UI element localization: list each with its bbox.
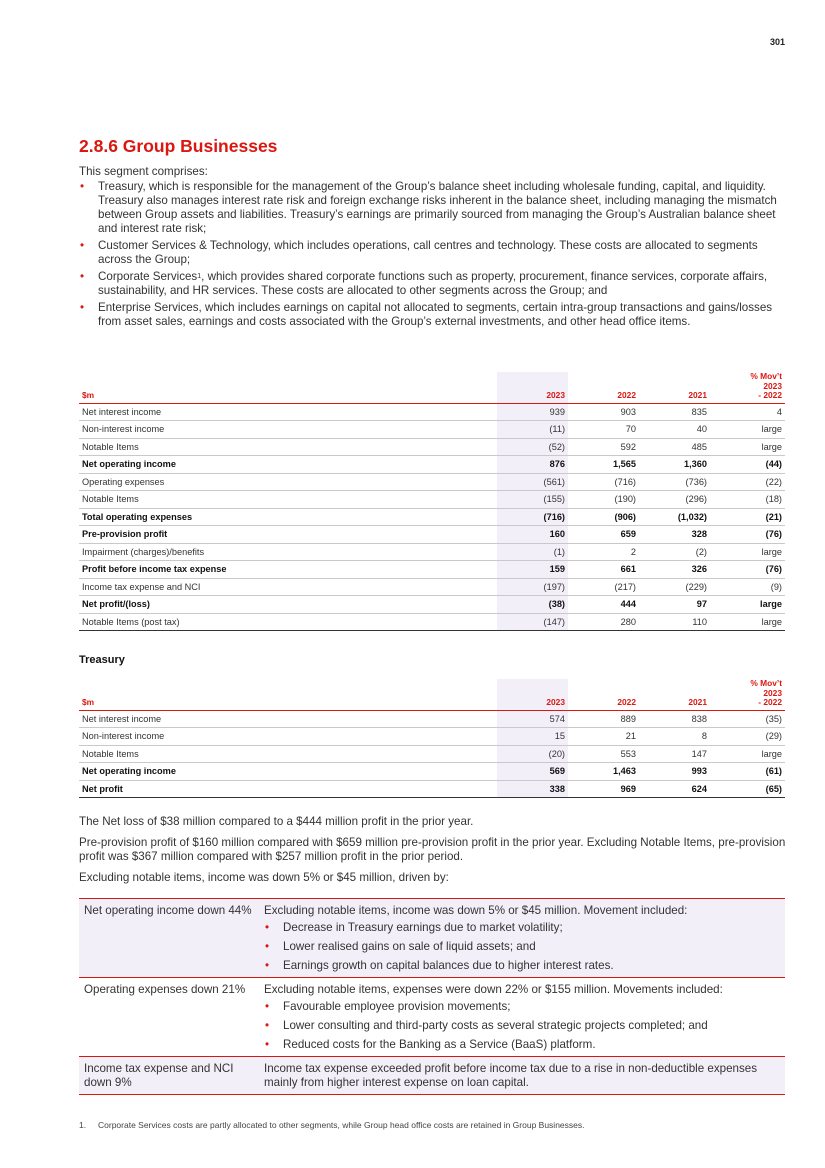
header-2023: 2023 [497,679,568,710]
value-movement: (18) [710,491,785,509]
value-2023: (155) [497,491,568,509]
row-label: Net operating income [79,456,497,474]
value-movement: (22) [710,473,785,491]
value-2022: 21 [568,728,639,746]
table-header-row [79,679,785,710]
intro-block [79,165,789,332]
value-2021: (296) [639,491,710,509]
explanation-table [79,898,785,1095]
explanation-row [79,899,785,978]
list-item: • Decrease in Treasury earnings due to market volatility; [264,921,780,935]
row-label: Profit before income tax expense [79,561,497,579]
value-2022: 969 [568,780,639,798]
commentary [79,815,789,892]
explanation-list [264,1000,780,1052]
value-2023: 338 [497,780,568,798]
value-2021: 97 [639,596,710,614]
table-row [79,710,785,728]
value-2021: 8 [639,728,710,746]
explanation-detail [259,1057,785,1095]
row-label: Net interest income [79,710,497,728]
value-2022: (190) [568,491,639,509]
value-2021: 485 [639,438,710,456]
footnote-number: 1. [79,1120,87,1130]
bullet-text: Enterprise Services, which includes earnings on capital not allocated to segments, certain intra-group transactions and gains/losses from asset sales, earnings and costs associated with the Group’s external investments, and other head office items. [98,301,773,328]
paragraph: The Net loss of $38 million compared to a $444 million profit in the prior year. [79,815,474,828]
explanation-detail [259,899,785,978]
value-2021: 1,360 [639,456,710,474]
bullet-text: Customer Services & Technology, which includes operations, call centres and technology. These costs are allocated to segments across the Group; [98,239,758,266]
row-label: Net profit/(loss) [79,596,497,614]
row-label: Net interest income [79,403,497,421]
value-2022: (716) [568,473,639,491]
value-2022: (906) [568,508,639,526]
value-2022: 1,565 [568,456,639,474]
value-2022: 553 [568,745,639,763]
value-2021: (736) [639,473,710,491]
value-2023: (197) [497,578,568,596]
footnote-text: Corporate Services costs are partly allocated to other segments, while Group head office costs are retained in Group Businesses. [98,1120,585,1130]
value-movement: (76) [710,526,785,544]
value-movement: (9) [710,578,785,596]
table-row [79,561,785,579]
table-row [79,745,785,763]
table-row [79,728,785,746]
table-row [79,526,785,544]
value-2023: (11) [497,421,568,439]
value-2023: (20) [497,745,568,763]
value-movement: (21) [710,508,785,526]
value-2022: (217) [568,578,639,596]
value-2021: 993 [639,763,710,781]
treasury-heading: Treasury [79,654,125,666]
table-row [79,403,785,421]
list-item: • Lower realised gains on sale of liquid assets; and [264,940,780,954]
value-2021: 624 [639,780,710,798]
table-row [79,491,785,509]
paragraph: Excluding notable items, income was down 5% or $45 million, driven by: [79,871,449,884]
value-2022: 280 [568,613,639,631]
value-movement: large [710,596,785,614]
value-2021: (229) [639,578,710,596]
table-row [79,543,785,561]
value-2023: (52) [497,438,568,456]
value-movement: large [710,438,785,456]
explanation-row [79,978,785,1057]
table-row [79,578,785,596]
table-row [79,780,785,798]
value-movement: large [710,543,785,561]
value-movement: large [710,745,785,763]
explanation-detail [259,978,785,1057]
value-movement: (44) [710,456,785,474]
row-label: Notable Items [79,491,497,509]
row-label: Notable Items [79,438,497,456]
bullet-text-prefix: Corporate Services [98,270,198,283]
value-2023: 15 [497,728,568,746]
list-item [79,301,789,329]
value-2023: (147) [497,613,568,631]
value-movement: large [710,421,785,439]
explanation-list [264,921,780,973]
row-label: Impairment (charges)/benefits [79,543,497,561]
row-label: Net operating income [79,763,497,781]
row-label: Income tax expense and NCI [79,578,497,596]
value-movement: (76) [710,561,785,579]
value-2023: 159 [497,561,568,579]
value-2023: 939 [497,403,568,421]
value-2021: 835 [639,403,710,421]
list-item: • Lower consulting and third-party costs as several strategic projects completed; and [264,1019,780,1033]
row-label: Notable Items (post tax) [79,613,497,631]
segment-list [79,180,789,329]
bullet-text: Treasury, which is responsible for the management of the Group’s balance sheet including wholesale funding, capital, and liquidity. Treasury also manages interest rate risk and foreign exchange risks inherent in the balance sheet, including managing the mismatch between Group assets and liabilities. Treasury’s earnings are primarily sourced from managing the Group’s Australian balance sheet and interest rate risk; [98,180,777,235]
header-unit: $m [79,679,497,710]
value-2021: (1,032) [639,508,710,526]
row-label: Total operating expenses [79,508,497,526]
value-2022: 444 [568,596,639,614]
list-item: • Reduced costs for the Banking as a Service (BaaS) platform. [264,1038,780,1052]
value-2021: 110 [639,613,710,631]
bullet-text-suffix: , which provides shared corporate functions such as property, procurement, finance services, corporate affairs, sustainability, and HR services. These costs are allocated to other segments across the Group; and [98,270,768,297]
header-movement: % Mov’t 2023 - 2022 [710,679,785,710]
row-label: Non-interest income [79,728,497,746]
header-movement: % Mov’t 2023 - 2022 [710,372,785,403]
value-2021: (2) [639,543,710,561]
value-2021: 40 [639,421,710,439]
value-2023: 160 [497,526,568,544]
list-item: • Favourable employee provision movements; [264,1000,780,1014]
value-2021: 328 [639,526,710,544]
table-row [79,438,785,456]
value-2022: 659 [568,526,639,544]
row-label: Notable Items [79,745,497,763]
footnote-ref: 1 [197,273,202,280]
footnote [79,1120,584,1130]
explanation-key: Net operating income down 44% [79,899,259,978]
value-2021: 838 [639,710,710,728]
table-row [79,763,785,781]
table-row [79,456,785,474]
group-businesses-table [79,372,785,631]
value-2023: (716) [497,508,568,526]
explanation-key: Operating expenses down 21% [84,983,246,996]
value-movement: (61) [710,763,785,781]
intro-text: This segment comprises: [79,165,208,178]
header-2023: 2023 [497,372,568,403]
table-row [79,473,785,491]
section-title: 2.8.6 Group Businesses [79,136,278,156]
explanation-intro: Income tax expense exceeded profit before income tax due to a rise in non-deductible expenses mainly from higher interest expense on loan capital. [264,1062,758,1089]
row-label: Non-interest income [79,421,497,439]
value-2022: 1,463 [568,763,639,781]
value-2021: 326 [639,561,710,579]
value-movement: (35) [710,710,785,728]
list-item [79,180,789,236]
table-row [79,421,785,439]
row-label: Operating expenses [79,473,497,491]
value-2021: 147 [639,745,710,763]
value-2023: (1) [497,543,568,561]
list-item [79,239,789,267]
explanation-key: Income tax expense and NCI down 9% [79,1057,259,1095]
value-2023: (38) [497,596,568,614]
table-header-row [79,372,785,403]
treasury-table [79,679,785,798]
list-item [79,270,789,298]
value-movement: (65) [710,780,785,798]
table-row [79,508,785,526]
header-2022: 2022 [568,372,639,403]
value-2023: 569 [497,763,568,781]
value-2023: (561) [497,473,568,491]
table-row [79,596,785,614]
value-2022: 592 [568,438,639,456]
value-2022: 661 [568,561,639,579]
value-movement: (29) [710,728,785,746]
value-2023: 574 [497,710,568,728]
row-label: Pre-provision profit [79,526,497,544]
value-2022: 903 [568,403,639,421]
paragraph: Pre-provision profit of $160 million compared with $659 million pre-provision profit in the prior year. Excluding Notable Items, pre-provision profit was $367 million compared with $257 million profit in the prior period. [79,836,786,863]
header-2022: 2022 [568,679,639,710]
row-label: Net profit [79,780,497,798]
value-movement: large [710,613,785,631]
value-movement: 4 [710,403,785,421]
list-item: • Earnings growth on capital balances due to higher interest rates. [264,959,780,973]
value-2022: 889 [568,710,639,728]
value-2023: 876 [497,456,568,474]
header-unit: $m [79,372,497,403]
table-row [79,613,785,631]
header-2021: 2021 [639,679,710,710]
value-2022: 70 [568,421,639,439]
page-number: 301 [769,37,785,47]
explanation-intro: Excluding notable items, income was down 5% or $45 million. Movement included: [264,904,688,917]
explanation-row [79,1057,785,1095]
header-2021: 2021 [639,372,710,403]
explanation-intro: Excluding notable items, expenses were down 22% or $155 million. Movements included: [264,983,723,996]
value-2022: 2 [568,543,639,561]
